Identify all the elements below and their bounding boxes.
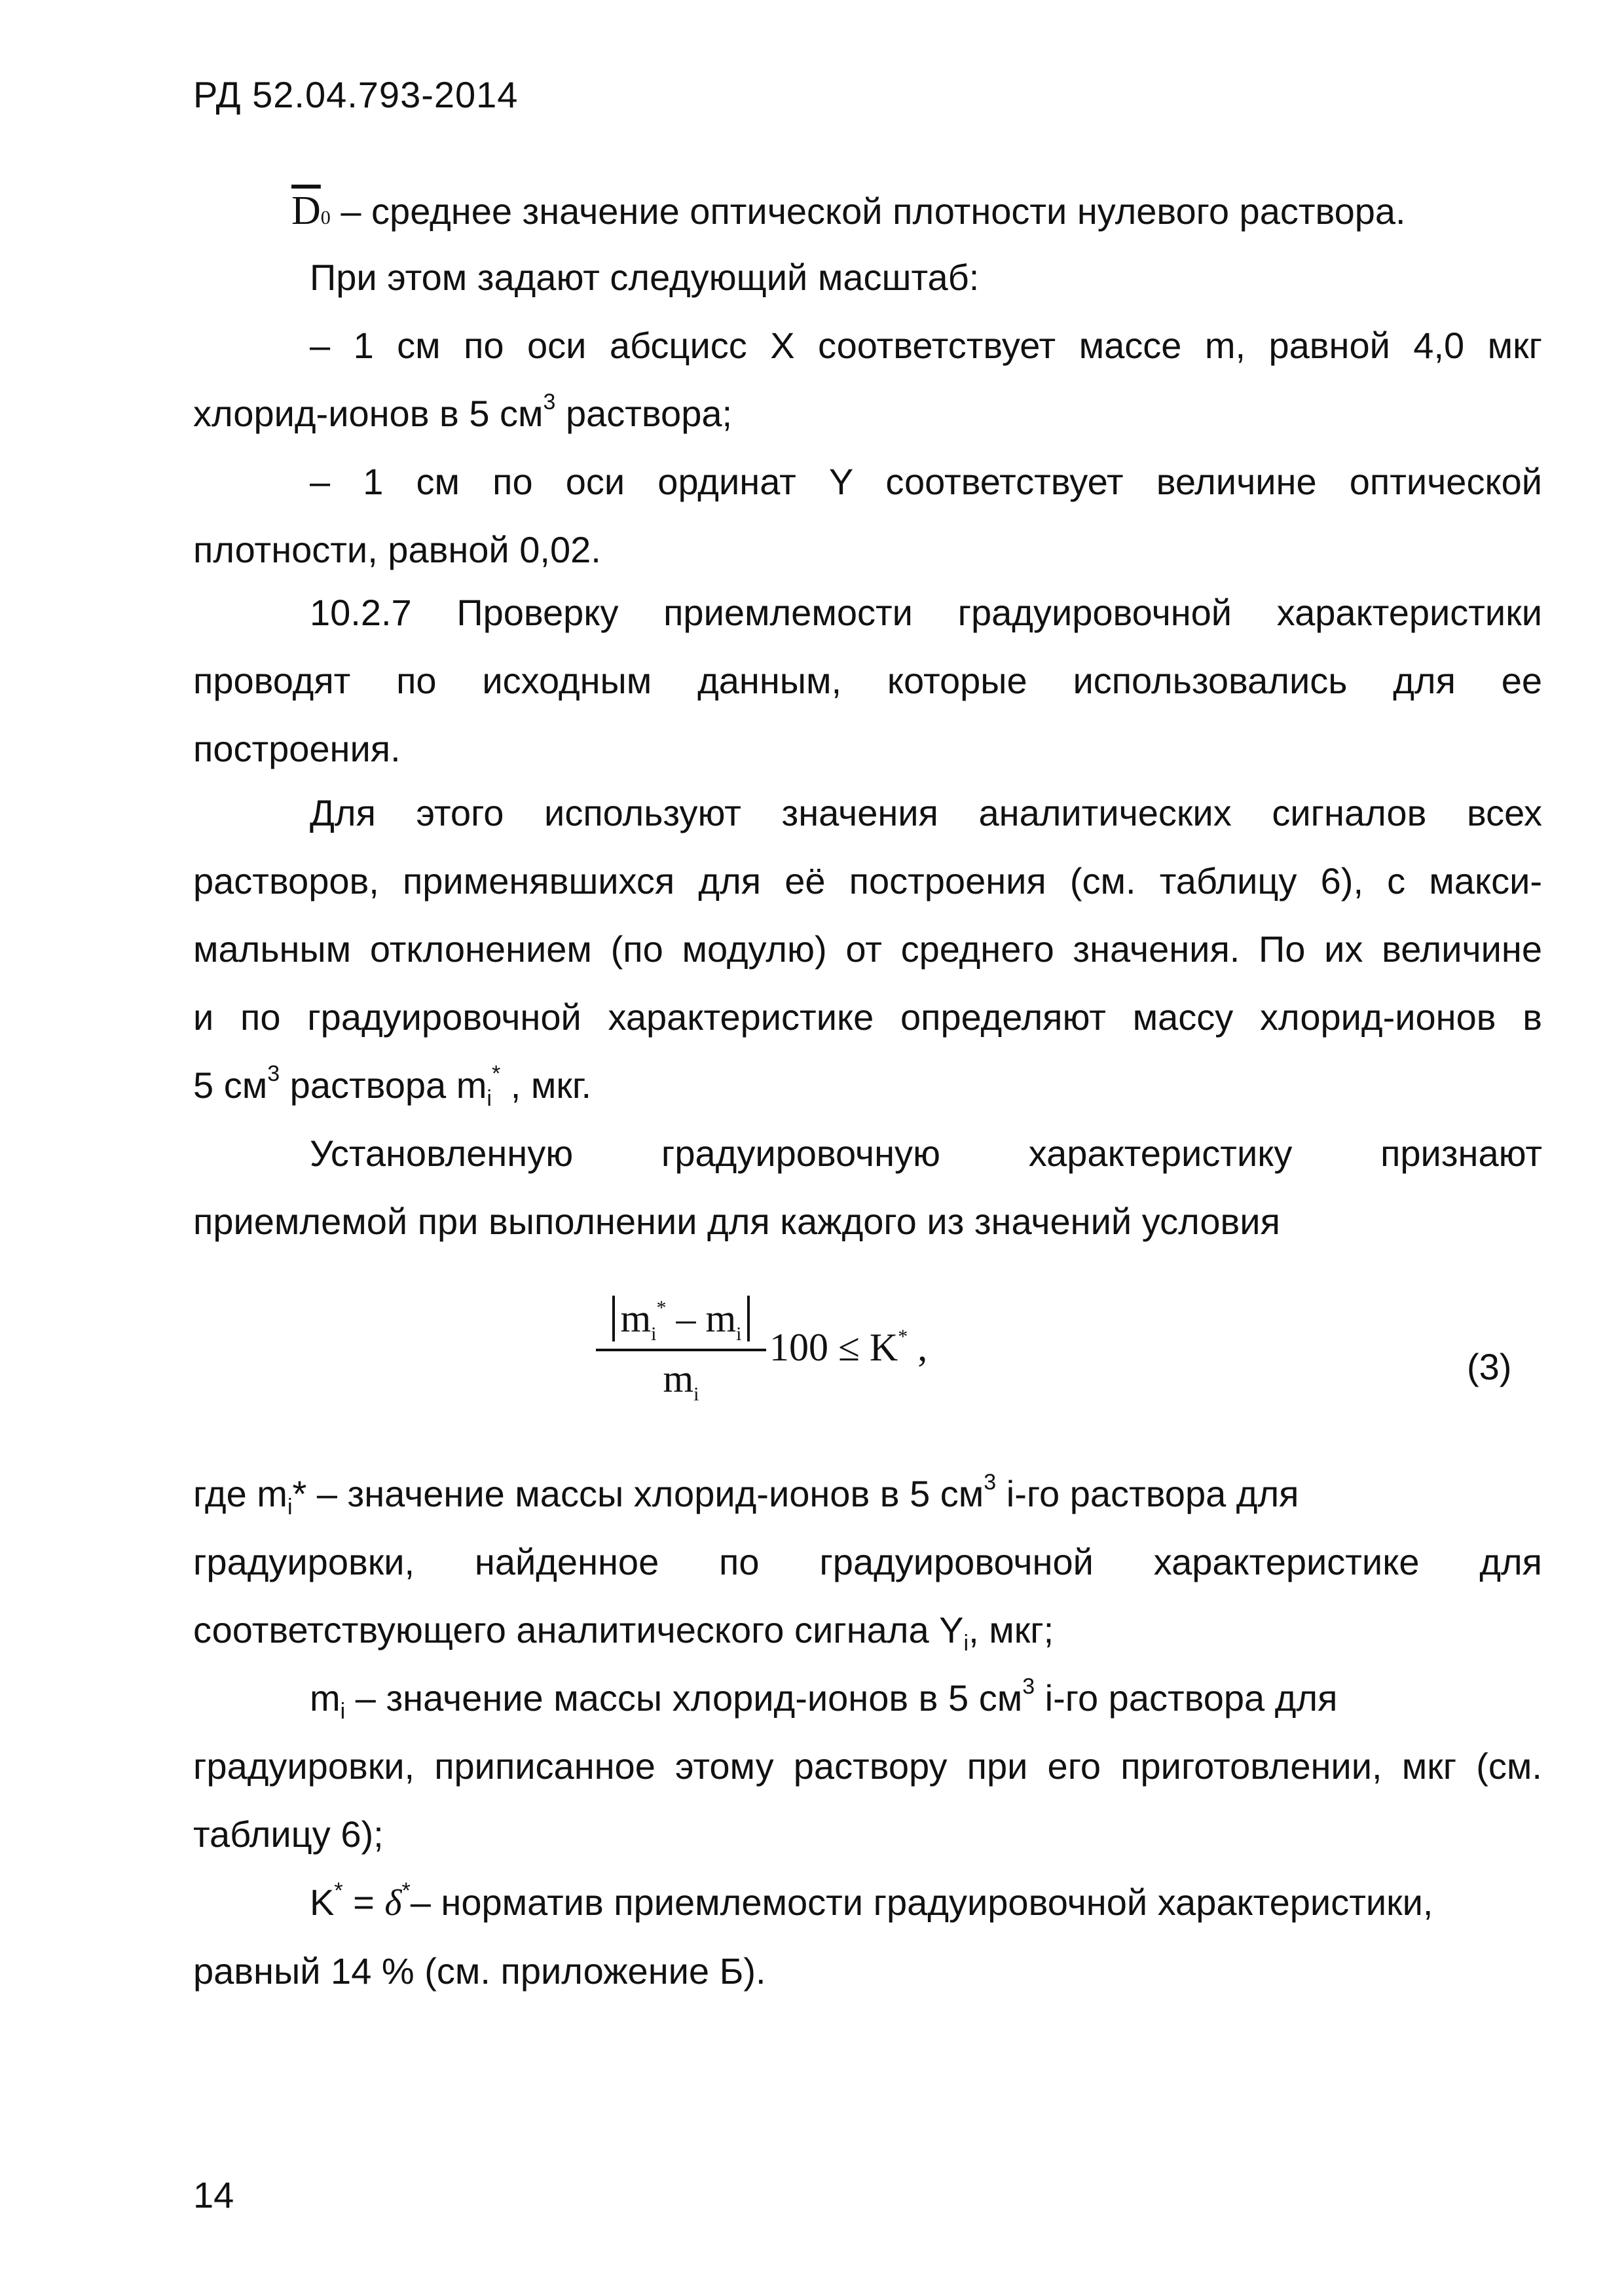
where-k-line1	[193, 1868, 1542, 1937]
where-mi-line2: градуировки, приписанное этому раствору при его приготовлении, мкг (см.	[193, 1745, 1542, 1787]
formula-3	[589, 1293, 982, 1424]
where-mi-star-line2: градуировки, найденное по градуировочной характеристике для	[193, 1541, 1542, 1582]
where-mi-star-tail: i-го раствора для	[996, 1473, 1299, 1514]
signals-line5-unit: , мкг.	[500, 1065, 592, 1106]
page-number: 14	[193, 2174, 234, 2215]
formula-den-m: m	[663, 1357, 694, 1400]
where-mi-line3: таблицу 6);	[193, 1813, 384, 1855]
star-superscript: *	[334, 1878, 343, 1904]
formula-num-i: i	[651, 1323, 657, 1345]
formula-tail-text: 100 ≤ K	[769, 1326, 898, 1369]
equation-number: (3)	[1467, 1346, 1512, 1387]
signals-line3: мальным отклонением (по модулю) от среднего значения. По их величине	[193, 928, 1542, 970]
absolute-value-bars	[612, 1296, 749, 1345]
where-mi-star-prefix: где m	[193, 1473, 287, 1514]
scale-y-line2: плотности, равной 0,02.	[193, 529, 601, 570]
section-10-2-7-line3: построения.	[193, 728, 401, 769]
formula-num-i2: i	[736, 1323, 742, 1345]
scale-x-line1: – 1 см по оси абсцисс Х соответствует массе m, равной 4,0 мкг	[310, 325, 1543, 366]
cm3-superscript: 3	[1022, 1674, 1035, 1700]
where-mi-star-line3-text: соответствующего аналитического сигнала Y	[193, 1609, 964, 1650]
signals-line5-mass: раствора m	[280, 1065, 487, 1106]
section-10-2-7-line1: 10.2.7 Проверку приемлемости градуировочной характеристики	[310, 592, 1542, 633]
where-mi-tail: i-го раствора для	[1035, 1677, 1338, 1719]
cm3-superscript: 3	[984, 1470, 997, 1495]
formula-den-i: i	[693, 1383, 699, 1405]
index-subscript: i	[287, 1495, 293, 1520]
scale-paragraph	[193, 244, 1542, 584]
acceptance-line1: Установленную градуировочную характеристику признают	[310, 1133, 1542, 1174]
fraction-bar	[596, 1349, 766, 1351]
scale-x-line2-text: хлорид-ионов в 5 см	[193, 393, 544, 434]
acceptance-paragraph	[193, 1120, 1542, 1256]
where-k-text: – норматив приемлемости градуировочной характеристики,	[410, 1882, 1433, 1923]
d0-symbol: $\overline{D}$	[291, 189, 321, 233]
index-subscript: i	[340, 1699, 346, 1724]
star-superscript: *	[401, 1878, 411, 1904]
formula-tail-comma: ,	[908, 1326, 928, 1369]
document-code-header: РД 52.04.793-2014	[193, 74, 519, 115]
where-block	[193, 1460, 1542, 2005]
formula-numerator	[596, 1293, 766, 1344]
section-10-2-7-line2: проводят по исходным данным, которые использовались для ее	[193, 660, 1542, 701]
d0-text: – среднее значение оптической плотности нулевого раствора.	[330, 191, 1406, 232]
index-subscript: i	[487, 1086, 492, 1112]
cm3-superscript: 3	[543, 390, 556, 415]
scale-x-line2-tail: раствора;	[555, 393, 733, 434]
scale-intro: При этом задают следующий масштаб:	[310, 257, 980, 298]
index-subscript: i	[963, 1631, 969, 1656]
signals-line5	[193, 1051, 1542, 1120]
formula-num-minus-m: – m	[666, 1297, 737, 1340]
d0-subscript: 0	[320, 207, 331, 228]
star-superscript: *	[491, 1061, 501, 1087]
where-mi-line1	[193, 1664, 1542, 1732]
scale-y-line1: – 1 см по оси ординат Y соответствует величине оптической	[310, 461, 1542, 502]
scale-x-line2	[193, 380, 1542, 448]
where-mi-star-line3	[193, 1596, 1542, 1664]
where-k-equals: =	[342, 1882, 385, 1923]
where-mi-star-line1	[193, 1460, 1542, 1528]
signals-line5-text: 5 см	[193, 1065, 268, 1106]
signals-line1: Для этого используют значения аналитических сигналов всех	[310, 792, 1542, 833]
acceptance-line2: приемлемой при выполнении для каждого из значений условия	[193, 1201, 1280, 1242]
section-10-2-7	[193, 579, 1542, 783]
cm3-superscript: 3	[267, 1061, 280, 1087]
formula-tail	[769, 1324, 927, 1370]
where-k-line2: равный 14 % (см. приложение Б).	[193, 1950, 766, 1992]
signals-line4: и по градуировочной характеристике определяют массу хлорид-ионов в	[193, 996, 1542, 1038]
signals-line2: растворов, применявшихся для её построения (см. таблицу 6), с макси-	[193, 860, 1542, 902]
d0-definition	[193, 177, 1542, 252]
where-mi-text: – значение массы хлорид-ионов в 5 см	[345, 1677, 1023, 1719]
where-mi-symbol: m	[310, 1677, 341, 1719]
where-mi-star-text: * – значение массы хлорид-ионов в 5 см	[292, 1473, 984, 1514]
signals-paragraph	[193, 779, 1542, 1120]
formula-tail-star: *	[898, 1326, 908, 1347]
formula-num-m: m	[620, 1297, 652, 1340]
delta-symbol: δ	[384, 1883, 402, 1923]
where-mi-star-line3-unit: , мкг;	[969, 1609, 1054, 1650]
formula-num-star: *	[656, 1297, 667, 1319]
formula-denominator	[596, 1356, 766, 1405]
where-k-symbol: K	[310, 1882, 335, 1923]
